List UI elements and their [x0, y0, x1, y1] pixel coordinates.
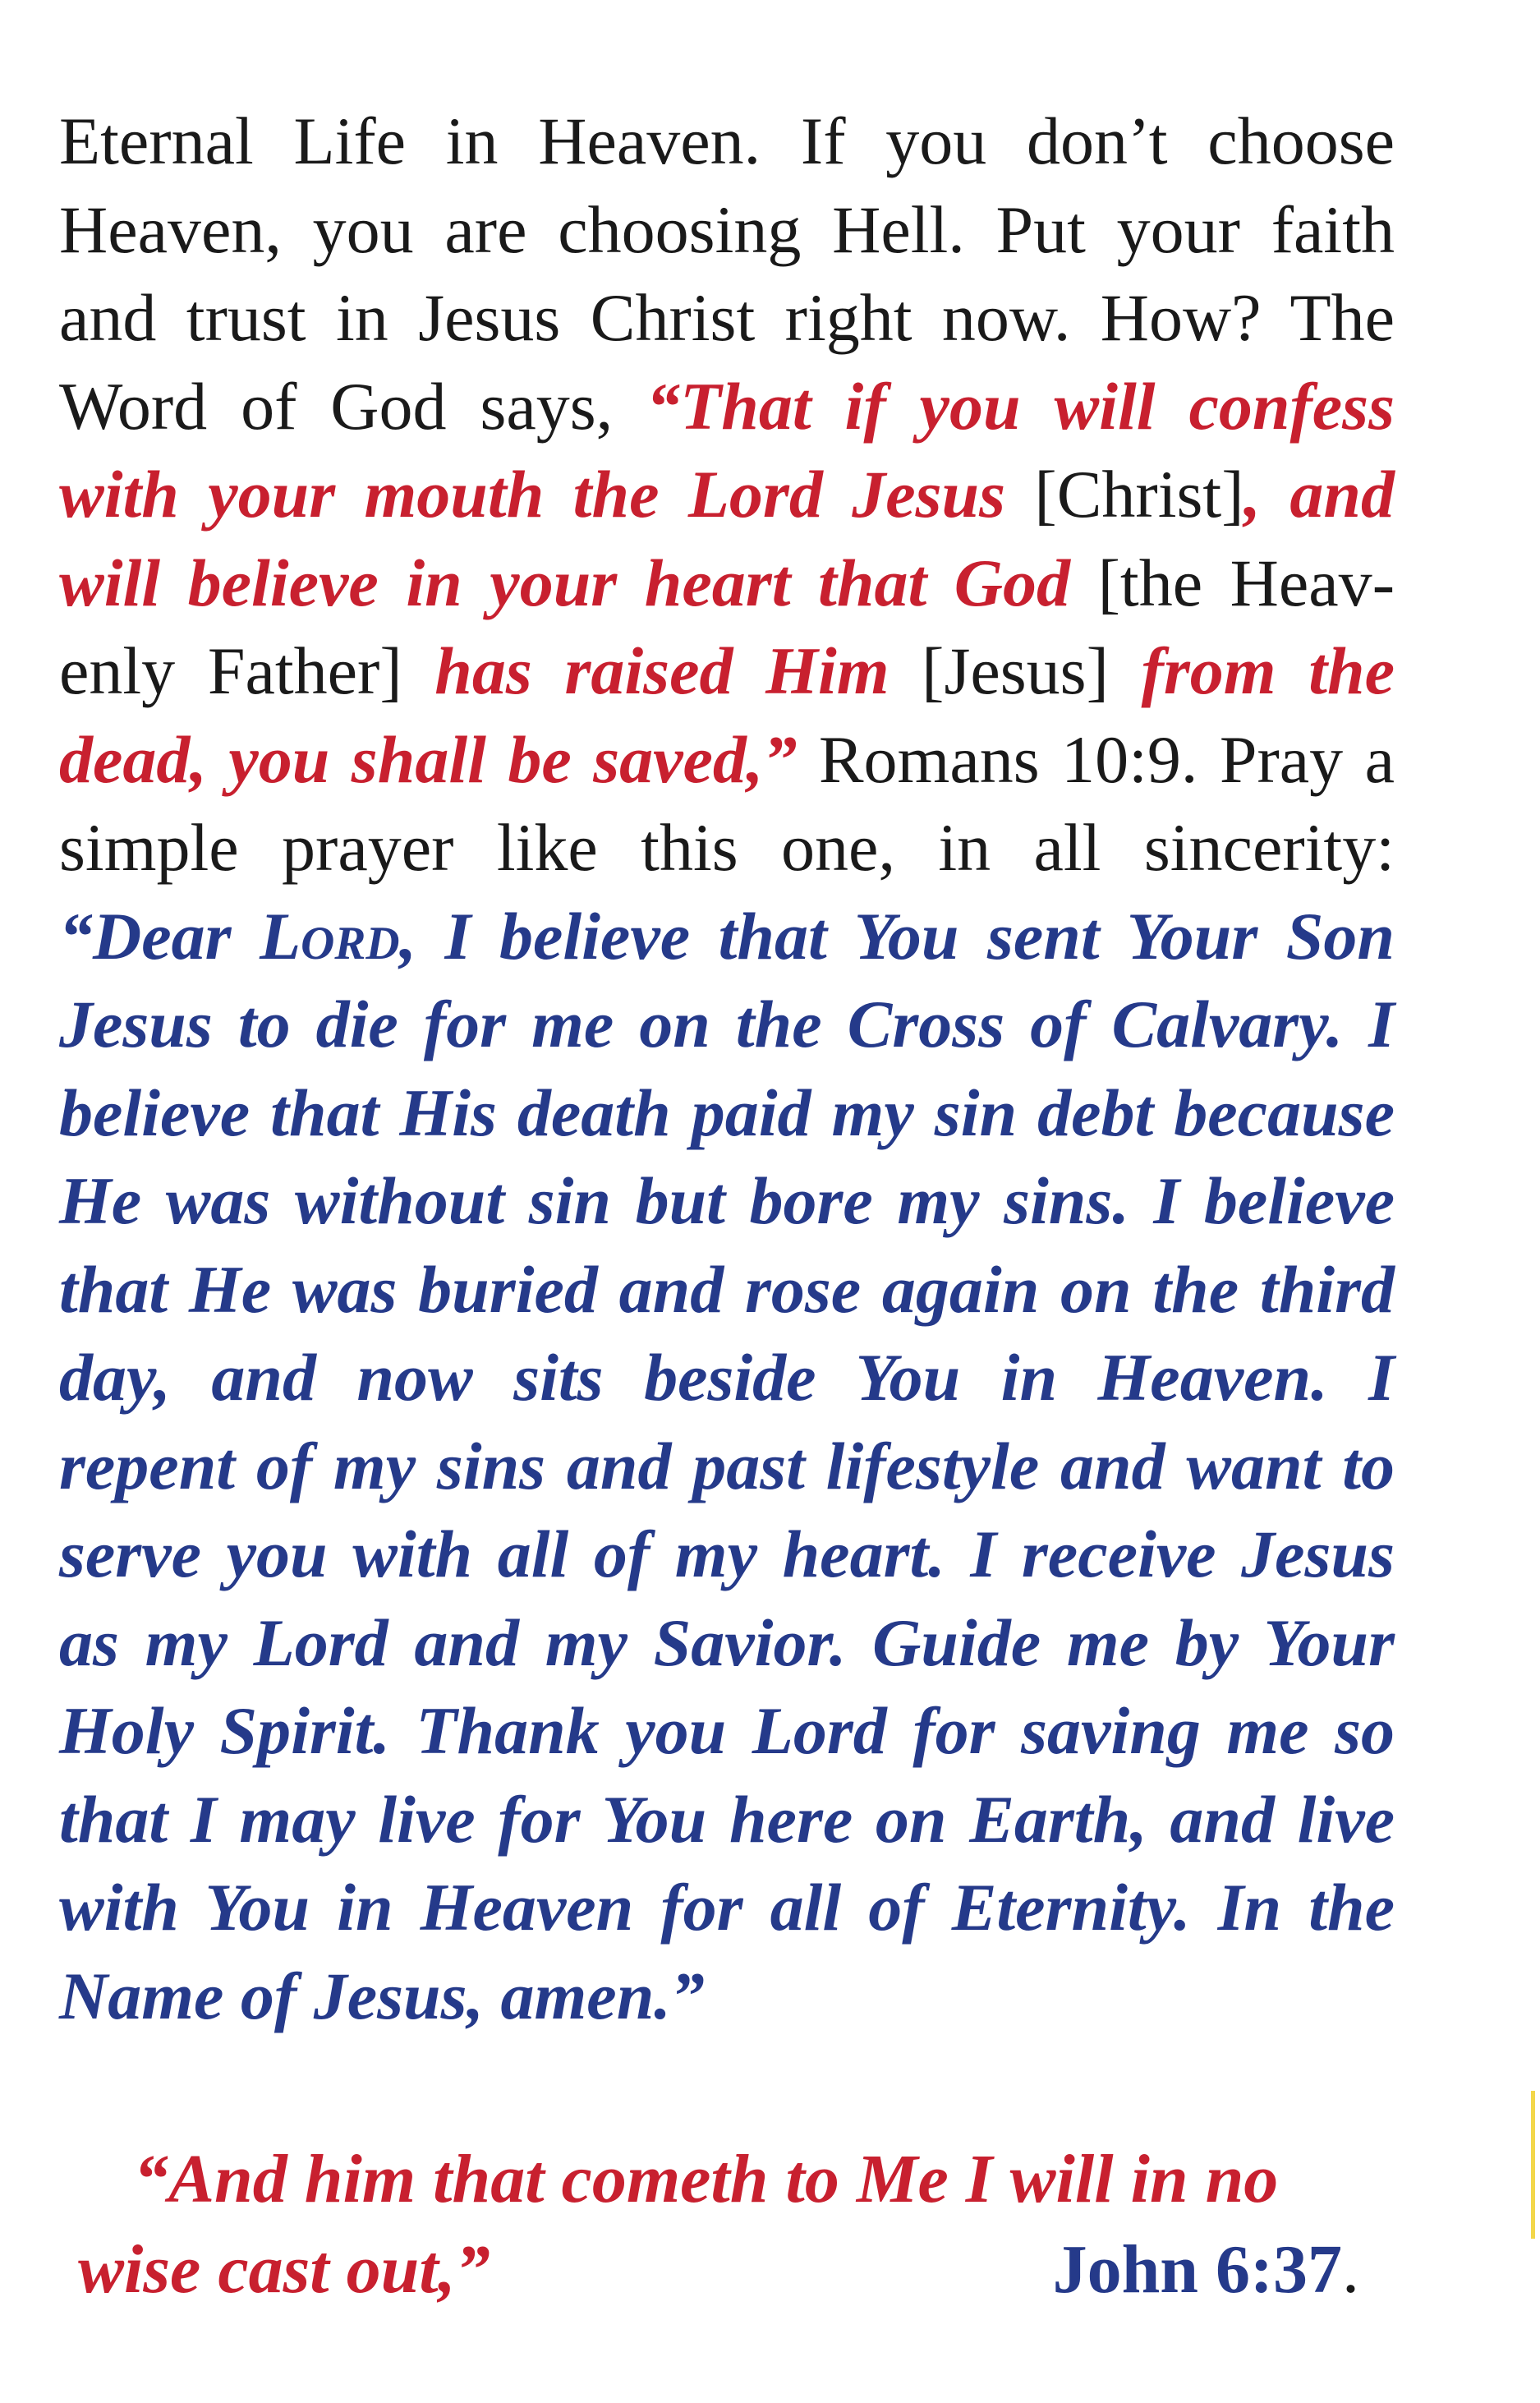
scripture-quote-part-2: , and will believe in your heart that God [59, 457, 1395, 620]
verse-line-2-text: wise cast out,” [78, 2231, 490, 2308]
prayer-lord-smallcaps: Lord [260, 898, 400, 974]
bracket-note-christ: [Christ] [1005, 457, 1244, 532]
salvation-prayer [59, 899, 1395, 2033]
prayer-opening: “Dear [59, 898, 260, 974]
verse-line-2 [78, 2225, 1392, 2315]
verse-reference-text: John 6:37 [1052, 2231, 1342, 2308]
scripture-quote-part-3: has raised Him [434, 633, 890, 708]
prayer-body: , I believe that You sent Your Son Jesus to die for me on the Cross of Calvary. I believe that His death paid my sin debt because He was without sin but bore my sins. I believe that He was buried and rose again on the third day, and now sits beside You in Heaven. I repent of my sins and past lifestyle and want to serve you with all of my heart. I receive Jesus as my Lord and my Savior. Guide me by Your Holy Spirit. Thank you Lord for saving me so that I may live for You here on Earth, and live with You in Heaven for all of Eternity. In the Name of Jesus, amen.” [59, 898, 1395, 2033]
intro-text: Eternal Life in Heaven. If you don’t choose Heaven, you are choosing Hell. Put your faith and trust in Jesus Christ right now. How? The Word of God says, [59, 104, 1395, 444]
bracket-note-father: [the Heavenly Father] [59, 545, 1395, 708]
verse-reference [1053, 2225, 1359, 2315]
bracket-note-jesus: [Jesus] [889, 633, 1142, 708]
gospel-paragraph [59, 97, 1395, 2040]
verse-line-1: “And him that cometh to Me I will in no [134, 2141, 1279, 2217]
romans-reference-text: Romans 10:9. Pray a simple prayer like this one, in all sincerity: [59, 721, 1395, 885]
verse-reference-period: . [1342, 2231, 1359, 2308]
scripture-quote-part-4: from the dead, you shall be saved,” [59, 633, 1395, 797]
closing-verse [78, 2134, 1392, 2315]
scripture-quote-part-1: “That if you will confess with your mouth the Lord Jesus [59, 368, 1395, 532]
page-edge-mark [1531, 2091, 1535, 2239]
